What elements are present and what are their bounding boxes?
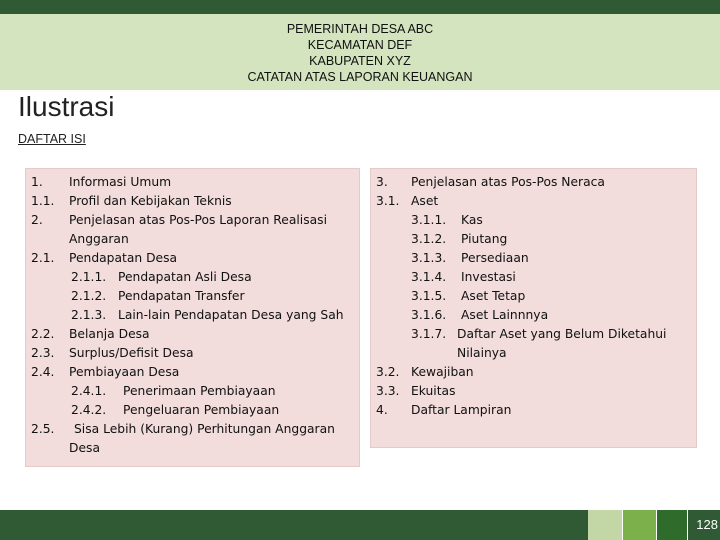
toc-item-text: Informasi Umum <box>69 175 172 189</box>
toc-item-number: 4. <box>376 403 388 417</box>
footer-square-light <box>588 510 622 540</box>
toc-item-number: 1. <box>31 175 43 189</box>
toc-item-text: Ekuitas <box>411 384 456 398</box>
toc-item-text: Pengeluaran Pembiayaan <box>123 403 280 417</box>
toc-item-number: 1.1. <box>31 194 55 208</box>
toc-item-number: 3.1.2. <box>411 232 447 246</box>
toc-item-number: 2.4.1. <box>71 384 107 398</box>
toc-item-text: Penjelasan atas Pos-Pos Neraca <box>411 175 605 189</box>
toc-item-number: 2.1.1. <box>71 270 107 284</box>
toc-item-number: 3.1.5. <box>411 289 447 303</box>
toc-item-text: Nilainya <box>457 346 507 360</box>
header-line-report: CATATAN ATAS LAPORAN KEUANGAN <box>247 70 473 84</box>
toc-item-text: Kewajiban <box>411 365 474 379</box>
toc-item-text: Penerimaan Pembiayaan <box>123 384 276 398</box>
header-line-district: KECAMATAN DEF <box>307 38 413 52</box>
toc-item-text: Profil dan Kebijakan Teknis <box>69 194 232 208</box>
toc-item-number: 2.1.2. <box>71 289 107 303</box>
toc-item-text: Aset <box>411 194 439 208</box>
toc-left-box <box>25 168 360 467</box>
toc-item-text: Pendapatan Asli Desa <box>118 270 252 284</box>
header-banner <box>0 14 720 90</box>
toc-item-text: Surplus/Defisit Desa <box>69 346 194 360</box>
page-number: 128 <box>696 517 718 532</box>
toc-item-number: 3.3. <box>376 384 400 398</box>
toc-item-text: Belanja Desa <box>69 327 150 341</box>
toc-item-text: Investasi <box>461 270 516 284</box>
toc-item-number: 3.1.6. <box>411 308 447 322</box>
toc-item-text: Pendapatan Desa <box>69 251 178 265</box>
toc-item-text: Persediaan <box>461 251 529 265</box>
toc-item-text: Daftar Lampiran <box>411 403 512 417</box>
page-title: Ilustrasi <box>18 91 115 122</box>
toc-item-number: 2.5. <box>31 422 55 436</box>
toc-right-box <box>370 168 697 448</box>
footer-square-dark <box>657 510 687 540</box>
toc-item-text: Sisa Lebih (Kurang) Perhitungan Anggaran <box>74 422 335 436</box>
toc-item-text: Piutang <box>461 232 508 246</box>
toc-item-number: 2.4.2. <box>71 403 107 417</box>
header-line-government: PEMERINTAH DESA ABC <box>286 22 434 36</box>
toc-item-number: 3.1. <box>376 194 400 208</box>
toc-item-number: 2.4. <box>31 365 55 379</box>
toc-item-number: 3.1.7. <box>411 327 447 341</box>
toc-item-text: Lain-lain Pendapatan Desa yang Sah <box>118 308 344 322</box>
toc-item-text: Pembiayaan Desa <box>69 365 180 379</box>
footer-square-mid <box>623 510 656 540</box>
toc-item-number: 3.2. <box>376 365 400 379</box>
footer-bar <box>0 510 588 540</box>
toc-item-number: 2. <box>31 213 43 227</box>
toc-item-number: 2.1.3. <box>71 308 107 322</box>
top-bar <box>0 0 720 14</box>
toc-item-number: 2.3. <box>31 346 55 360</box>
toc-item-text: Aset Lainnnya <box>461 308 549 322</box>
toc-item-text: Kas <box>461 213 483 227</box>
toc-item-text: Desa <box>69 441 100 455</box>
toc-item-text: Anggaran <box>69 232 129 246</box>
toc-item-number: 2.1. <box>31 251 55 265</box>
toc-item-text: Pendapatan Transfer <box>118 289 245 303</box>
toc-item-text: Penjelasan atas Pos-Pos Laporan Realisasi <box>69 213 327 227</box>
toc-item-number: 2.2. <box>31 327 55 341</box>
toc-item-number: 3.1.4. <box>411 270 447 284</box>
toc-item-number: 3.1.1. <box>411 213 447 227</box>
toc-item-text: Daftar Aset yang Belum Diketahui <box>457 327 667 341</box>
toc-item-number: 3. <box>376 175 388 189</box>
toc-item-text: Aset Tetap <box>461 289 526 303</box>
header-line-regency: KABUPATEN XYZ <box>309 54 411 68</box>
toc-item-number: 3.1.3. <box>411 251 447 265</box>
page-subtitle: DAFTAR ISI <box>18 132 86 146</box>
